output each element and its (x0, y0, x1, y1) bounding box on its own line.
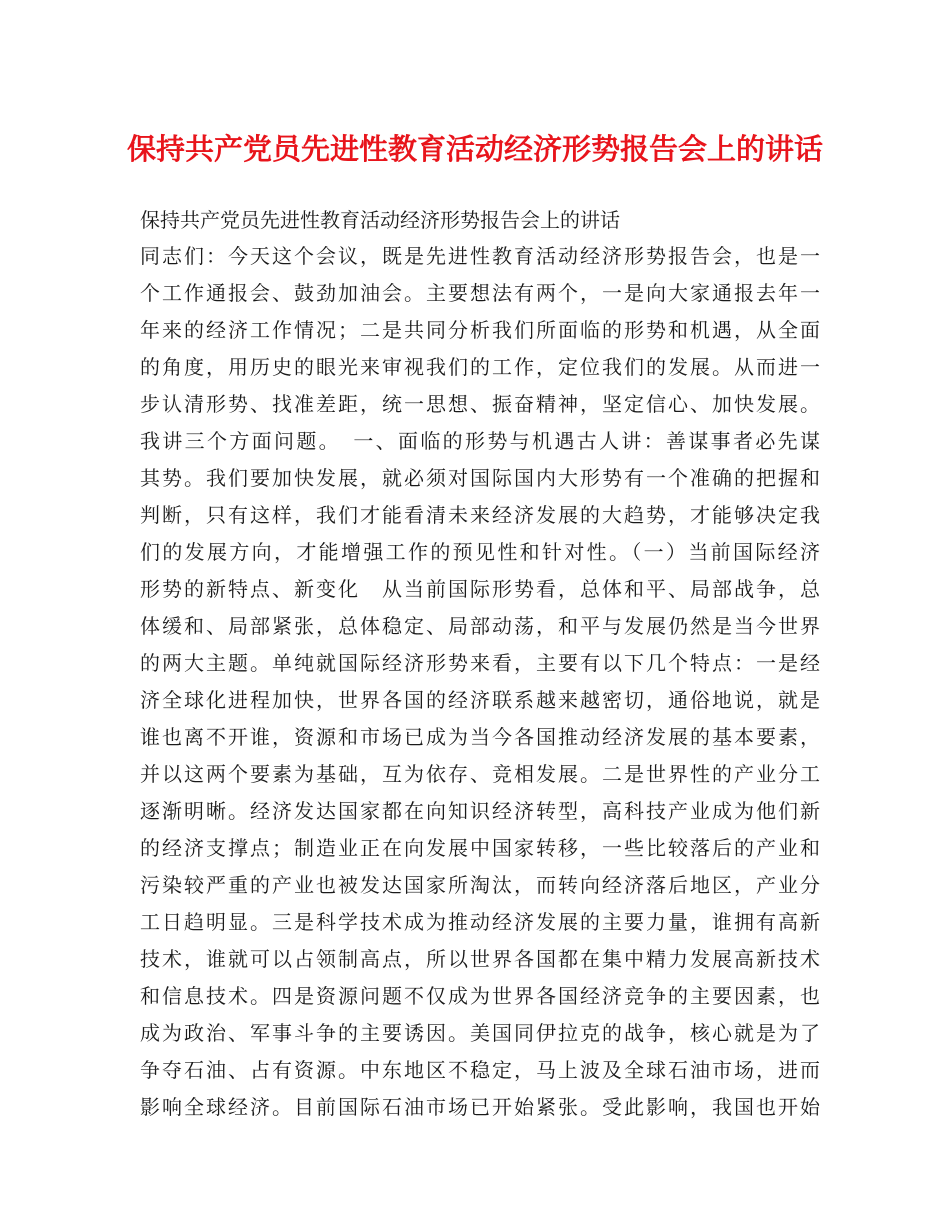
document-subtitle: 保持共产党员先进性教育活动经济形势报告会上的讲话 (140, 208, 620, 232)
body-line: 的两大主题。单纯就国际经济形势来看，主要有以下几个特点：一是经 (140, 651, 820, 675)
body-line: 体缓和、局部紧张，总体稳定、局部动荡，和平与发展仍然是当今世界 (140, 614, 820, 638)
body-line: 步认清形势、找准差距，统一思想、振奋精神，坚定信心、加快发展。 (140, 392, 820, 416)
body-line: 成为政治、军事斗争的主要诱因。美国同伊拉克的战争，核心就是为了 (140, 1021, 820, 1045)
body-line: 形势的新特点、新变化 从当前国际形势看，总体和平、局部战争，总 (140, 577, 820, 601)
body-line: 个工作通报会、鼓劲加油会。主要想法有两个，一是向大家通报去年一 (140, 281, 820, 305)
body-line: 的经济支撑点；制造业正在向发展中国家转移，一些比较落后的产业和 (140, 836, 820, 860)
body-line: 济全球化进程加快，世界各国的经济联系越来越密切，通俗地说，就是 (140, 688, 820, 712)
body-line: 判断，只有这样，我们才能看清未来经济发展的大趋势，才能够决定我 (140, 503, 820, 527)
body-line: 同志们：今天这个会议，既是先进性教育活动经济形势报告会，也是一 (140, 244, 820, 268)
body-line: 影响全球经济。目前国际石油市场已开始紧张。受此影响，我国也开始 (140, 1095, 820, 1119)
body-line: 工日趋明显。三是科学技术成为推动经济发展的主要力量，谁拥有高新 (140, 910, 820, 934)
body-line: 逐渐明晰。经济发达国家都在向知识经济转型，高科技产业成为他们新 (140, 799, 820, 823)
body-line: 技术，谁就可以占领制高点，所以世界各国都在集中精力发展高新技术 (140, 947, 820, 971)
document-body (140, 238, 820, 1126)
body-line: 和信息技术。四是资源问题不仅成为世界各国经济竞争的主要因素，也 (140, 984, 820, 1008)
body-line: 并以这两个要素为基础，互为依存、竞相发展。二是世界性的产业分工 (140, 762, 820, 786)
document-title: 保持共产党员先进性教育活动经济形势报告会上的讲话 (126, 132, 823, 166)
body-line: 年来的经济工作情况；二是共同分析我们所面临的形势和机遇，从全面 (140, 318, 820, 342)
body-line: 我讲三个方面问题。 一、面临的形势与机遇古人讲：善谋事者必先谋 (140, 429, 820, 453)
body-line: 谁也离不开谁，资源和市场已成为当今各国推动经济发展的基本要素， (140, 725, 820, 749)
body-line: 争夺石油、占有资源。中东地区不稳定，马上波及全球石油市场，进而 (140, 1058, 820, 1082)
body-line: 的角度，用历史的眼光来审视我们的工作，定位我们的发展。从而进一 (140, 355, 820, 379)
body-line: 污染较严重的产业也被发达国家所淘汰，而转向经济落后地区，产业分 (140, 873, 820, 897)
body-line: 们的发展方向，才能增强工作的预见性和针对性。（一）当前国际经济 (140, 540, 820, 564)
body-line: 其势。我们要加快发展，就必须对国际国内大形势有一个准确的把握和 (140, 466, 820, 490)
